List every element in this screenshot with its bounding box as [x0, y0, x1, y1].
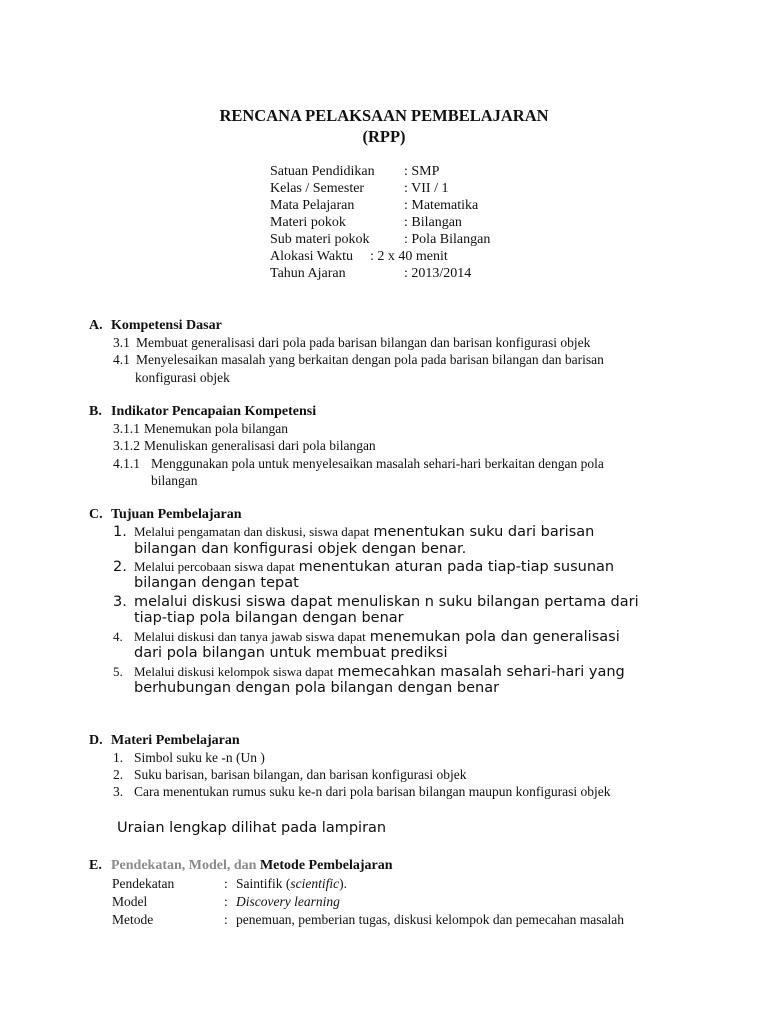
item-number: 3.1: [113, 335, 130, 350]
item-text: Cara menentukan rumus suku ke-n dari pola barisan bilangan maupun konfigurasi objek: [134, 784, 611, 799]
item-number: 3.: [113, 594, 127, 610]
identity-value: : Bilangan: [404, 215, 462, 230]
section-title: Indikator Pencapaian Kompetensi: [111, 404, 317, 419]
document-subtitle: (RPP): [362, 127, 406, 146]
section-letter: C.: [89, 507, 103, 522]
section-letter: D.: [89, 733, 103, 748]
identity-value: : 2 x 40 menit: [370, 249, 448, 264]
section-b-heading: [89, 404, 316, 420]
item-text-continued: bilangan dengan tepat: [134, 575, 299, 591]
item-text-serif: Melalui diskusi kelompok siswa dapat: [134, 664, 334, 679]
item-text-continued: berhubungan dengan pola bilangan dengan benar: [134, 680, 500, 696]
section-letter: B.: [89, 404, 102, 419]
identity-value: : SMP: [404, 164, 440, 179]
item-text: Suku barisan, barisan bilangan, dan barisan konfigurasi objek: [134, 767, 467, 782]
item-number: 4.: [113, 629, 123, 644]
list-item: [113, 523, 594, 541]
list-item: [113, 352, 679, 368]
item-number: 1.: [113, 524, 127, 540]
item-number: 2.: [113, 559, 127, 575]
item-text-continued: bilangan: [151, 473, 198, 488]
section-title: Tujuan Pembelajaran: [111, 507, 242, 522]
item-number: 5.: [113, 664, 123, 679]
identity-value: : VII / 1: [404, 181, 449, 196]
list-item: [113, 335, 590, 351]
list-item: [113, 784, 611, 800]
list-item: [113, 558, 614, 576]
section-title: Kompetensi Dasar: [111, 318, 222, 333]
list-item: [113, 593, 639, 611]
appendix-note: Uraian lengkap dilihat pada lampiran: [117, 820, 387, 836]
item-text: Menggunakan pola untuk menyelesaikan masalah sehari-hari berkaitan dengan pola: [151, 456, 604, 471]
method-row-colon: :: [224, 894, 228, 909]
identity-value: : Pola Bilangan: [404, 232, 491, 247]
identity-label: Alokasi Waktu: [270, 249, 353, 264]
item-text-serif: Melalui pengamatan dan diskusi, siswa dapat: [134, 524, 370, 539]
list-item: [113, 767, 467, 783]
item-number: 2.: [113, 767, 124, 782]
identity-value: : Matematika: [404, 198, 479, 213]
value-text-end: ).: [339, 876, 347, 891]
identity-label: Materi pokok: [270, 215, 346, 230]
section-title: Metode Pembelajaran: [259, 858, 393, 873]
identity-label: Satuan Pendidikan: [270, 164, 375, 179]
method-row-label: Model: [112, 894, 148, 909]
section-letter: E.: [89, 858, 102, 873]
item-text: Menuliskan generalisasi dari pola bilangan: [144, 438, 376, 453]
item-text-sans: menentukan aturan pada tiap-tiap susunan: [298, 559, 615, 575]
method-row-value: [236, 894, 340, 910]
item-text-continued: bilangan dan konfigurasi objek dengan benar.: [134, 541, 467, 557]
item-text: Simbol suku ke -n (Un ): [134, 750, 265, 765]
list-item: [113, 421, 288, 437]
item-number: 3.1.2: [113, 438, 140, 453]
item-text-continued: konfigurasi objek: [135, 370, 230, 385]
value-italic: Discovery learning: [236, 894, 340, 909]
method-row-label: Pendekatan: [112, 876, 175, 891]
item-text-sans: melalui diskusi siswa dapat menuliskan n suku bilangan pertama dari: [134, 594, 639, 610]
section-c-heading: [89, 507, 242, 523]
list-item: [113, 628, 620, 646]
item-text-sans: memecahkan masalah sehari-hari yang: [337, 664, 625, 680]
identity-value: : 2013/2014: [404, 266, 472, 281]
identity-label: Tahun Ajaran: [270, 266, 346, 281]
item-text: Menemukan pola bilangan: [144, 421, 288, 436]
item-text-serif: Melalui diskusi dan tanya jawab siswa dapat: [134, 629, 366, 644]
identity-label: Kelas / Semester: [270, 181, 365, 196]
section-title-grey: Pendekatan, Model, dan: [111, 858, 257, 873]
identity-label: Sub materi pokok: [270, 232, 370, 247]
item-number: 1.: [113, 750, 124, 765]
section-letter: A.: [89, 318, 103, 333]
method-row-colon: :: [224, 912, 228, 927]
item-number: 4.1.1: [113, 456, 140, 471]
method-row-colon: :: [224, 876, 228, 891]
item-number: 3.1.1: [113, 421, 140, 436]
item-number: 3.: [113, 784, 124, 799]
value-italic: scientific: [290, 876, 340, 891]
section-d-heading: [89, 733, 240, 749]
method-row-value: penemuan, pemberian tugas, diskusi kelompok dan pemecahan masalah: [236, 912, 625, 927]
item-text-sans: menemukan pola dan generalisasi: [369, 629, 620, 645]
list-item: [113, 438, 376, 454]
item-text-continued: tiap-tiap pola bilangan dengan benar: [134, 610, 404, 626]
section-title: Materi Pembelajaran: [111, 733, 240, 748]
value-text: Saintifik (: [236, 876, 291, 891]
list-item: [113, 663, 625, 681]
item-text-serif: Melalui percobaan siswa dapat: [134, 559, 295, 574]
section-a-heading: [89, 318, 222, 334]
item-text: Menyelesaikan masalah yang berkaitan dengan pola pada barisan bilangan dan barisan: [136, 352, 604, 367]
method-row-value: [236, 876, 347, 892]
item-number: 4.1: [113, 352, 130, 367]
section-e-heading: [89, 858, 393, 874]
item-text-sans: menentukan suku dari barisan: [373, 524, 595, 540]
item-text-continued: dari pola bilangan untuk membuat prediksi: [134, 645, 448, 661]
list-item: [113, 456, 604, 472]
method-row-label: Metode: [112, 912, 154, 927]
document-title: RENCANA PELAKSAAN PEMBELAJARAN: [219, 106, 549, 125]
list-item: [113, 750, 265, 766]
identity-label: Mata Pelajaran: [270, 198, 355, 213]
item-text: Membuat generalisasi dari pola pada barisan bilangan dan barisan konfigurasi objek: [136, 335, 591, 350]
